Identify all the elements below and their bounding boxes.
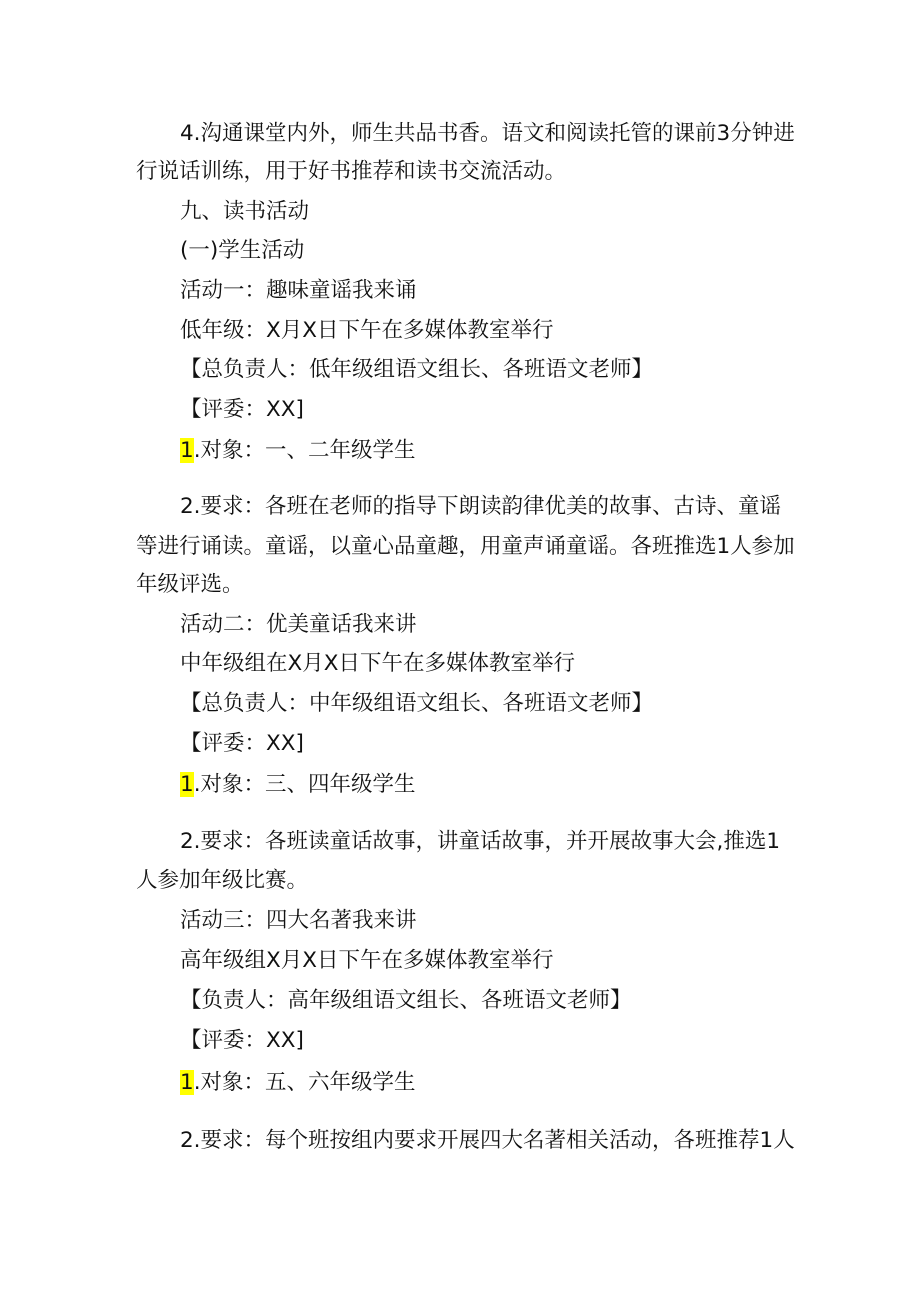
paragraph-line: 2.要求：每个班按组内要求开展四大名著相关活动，各班推荐1人 xyxy=(180,1128,795,1153)
paragraph-line: 4.沟通课堂内外，师生共品书香。语文和阅读托管的课前3分钟进 xyxy=(180,121,795,146)
activity-target-text: .对象：三、四年级学生 xyxy=(193,772,416,797)
activity-title: 活动二：优美童话我来讲 xyxy=(180,612,417,637)
subsection-heading: (一)学生活动 xyxy=(180,238,305,263)
activity-responsible: 【总负责人：中年级组语文组长、各班语文老师】 xyxy=(180,691,654,716)
activity-time: 中年级组在X月X日下午在多媒体教室举行 xyxy=(180,651,575,676)
paragraph-line: 等进行诵读。童谣，以童心品童趣，用童声诵童谣。各班推选1人参加 xyxy=(136,534,795,559)
activity-judge: 【评委：XX] xyxy=(180,1028,304,1053)
activity-target xyxy=(180,1068,416,1098)
activity-responsible: 【负责人：高年级组语文组长、各班语文老师】 xyxy=(180,988,632,1013)
activity-title: 活动一：趣味童谣我来诵 xyxy=(180,278,417,303)
activity-responsible: 【总负责人：低年级组语文组长、各班语文老师】 xyxy=(180,357,654,382)
paragraph-line: 年级评选。 xyxy=(136,572,244,597)
paragraph-line: 2.要求：各班读童话故事，讲童话故事，并开展故事大会,推选1 xyxy=(180,829,781,854)
activity-target-text: .对象：一、二年级学生 xyxy=(193,438,416,463)
section-heading: 九、读书活动 xyxy=(180,199,310,224)
paragraph-line: 2.要求：各班在老师的指导下朗读韵律优美的故事、古诗、童谣 xyxy=(180,494,782,519)
activity-target xyxy=(180,770,416,800)
activity-target xyxy=(180,436,416,466)
highlight-marker: 1 xyxy=(180,1070,194,1095)
activity-time: 高年级组X月X日下午在多媒体教室举行 xyxy=(180,948,554,973)
paragraph-line: 人参加年级比赛。 xyxy=(136,868,309,893)
activity-title: 活动三：四大名著我来讲 xyxy=(180,908,417,933)
activity-judge: 【评委：XX] xyxy=(180,731,304,756)
activity-judge: 【评委：XX] xyxy=(180,397,304,422)
paragraph-line: 行说话训练，用于好书推荐和读书交流活动。 xyxy=(136,159,567,184)
activity-target-text: .对象：五、六年级学生 xyxy=(193,1070,416,1095)
highlight-marker: 1 xyxy=(180,438,194,463)
highlight-marker: 1 xyxy=(180,772,194,797)
activity-time: 低年级：X月X日下午在多媒体教室举行 xyxy=(180,318,554,343)
